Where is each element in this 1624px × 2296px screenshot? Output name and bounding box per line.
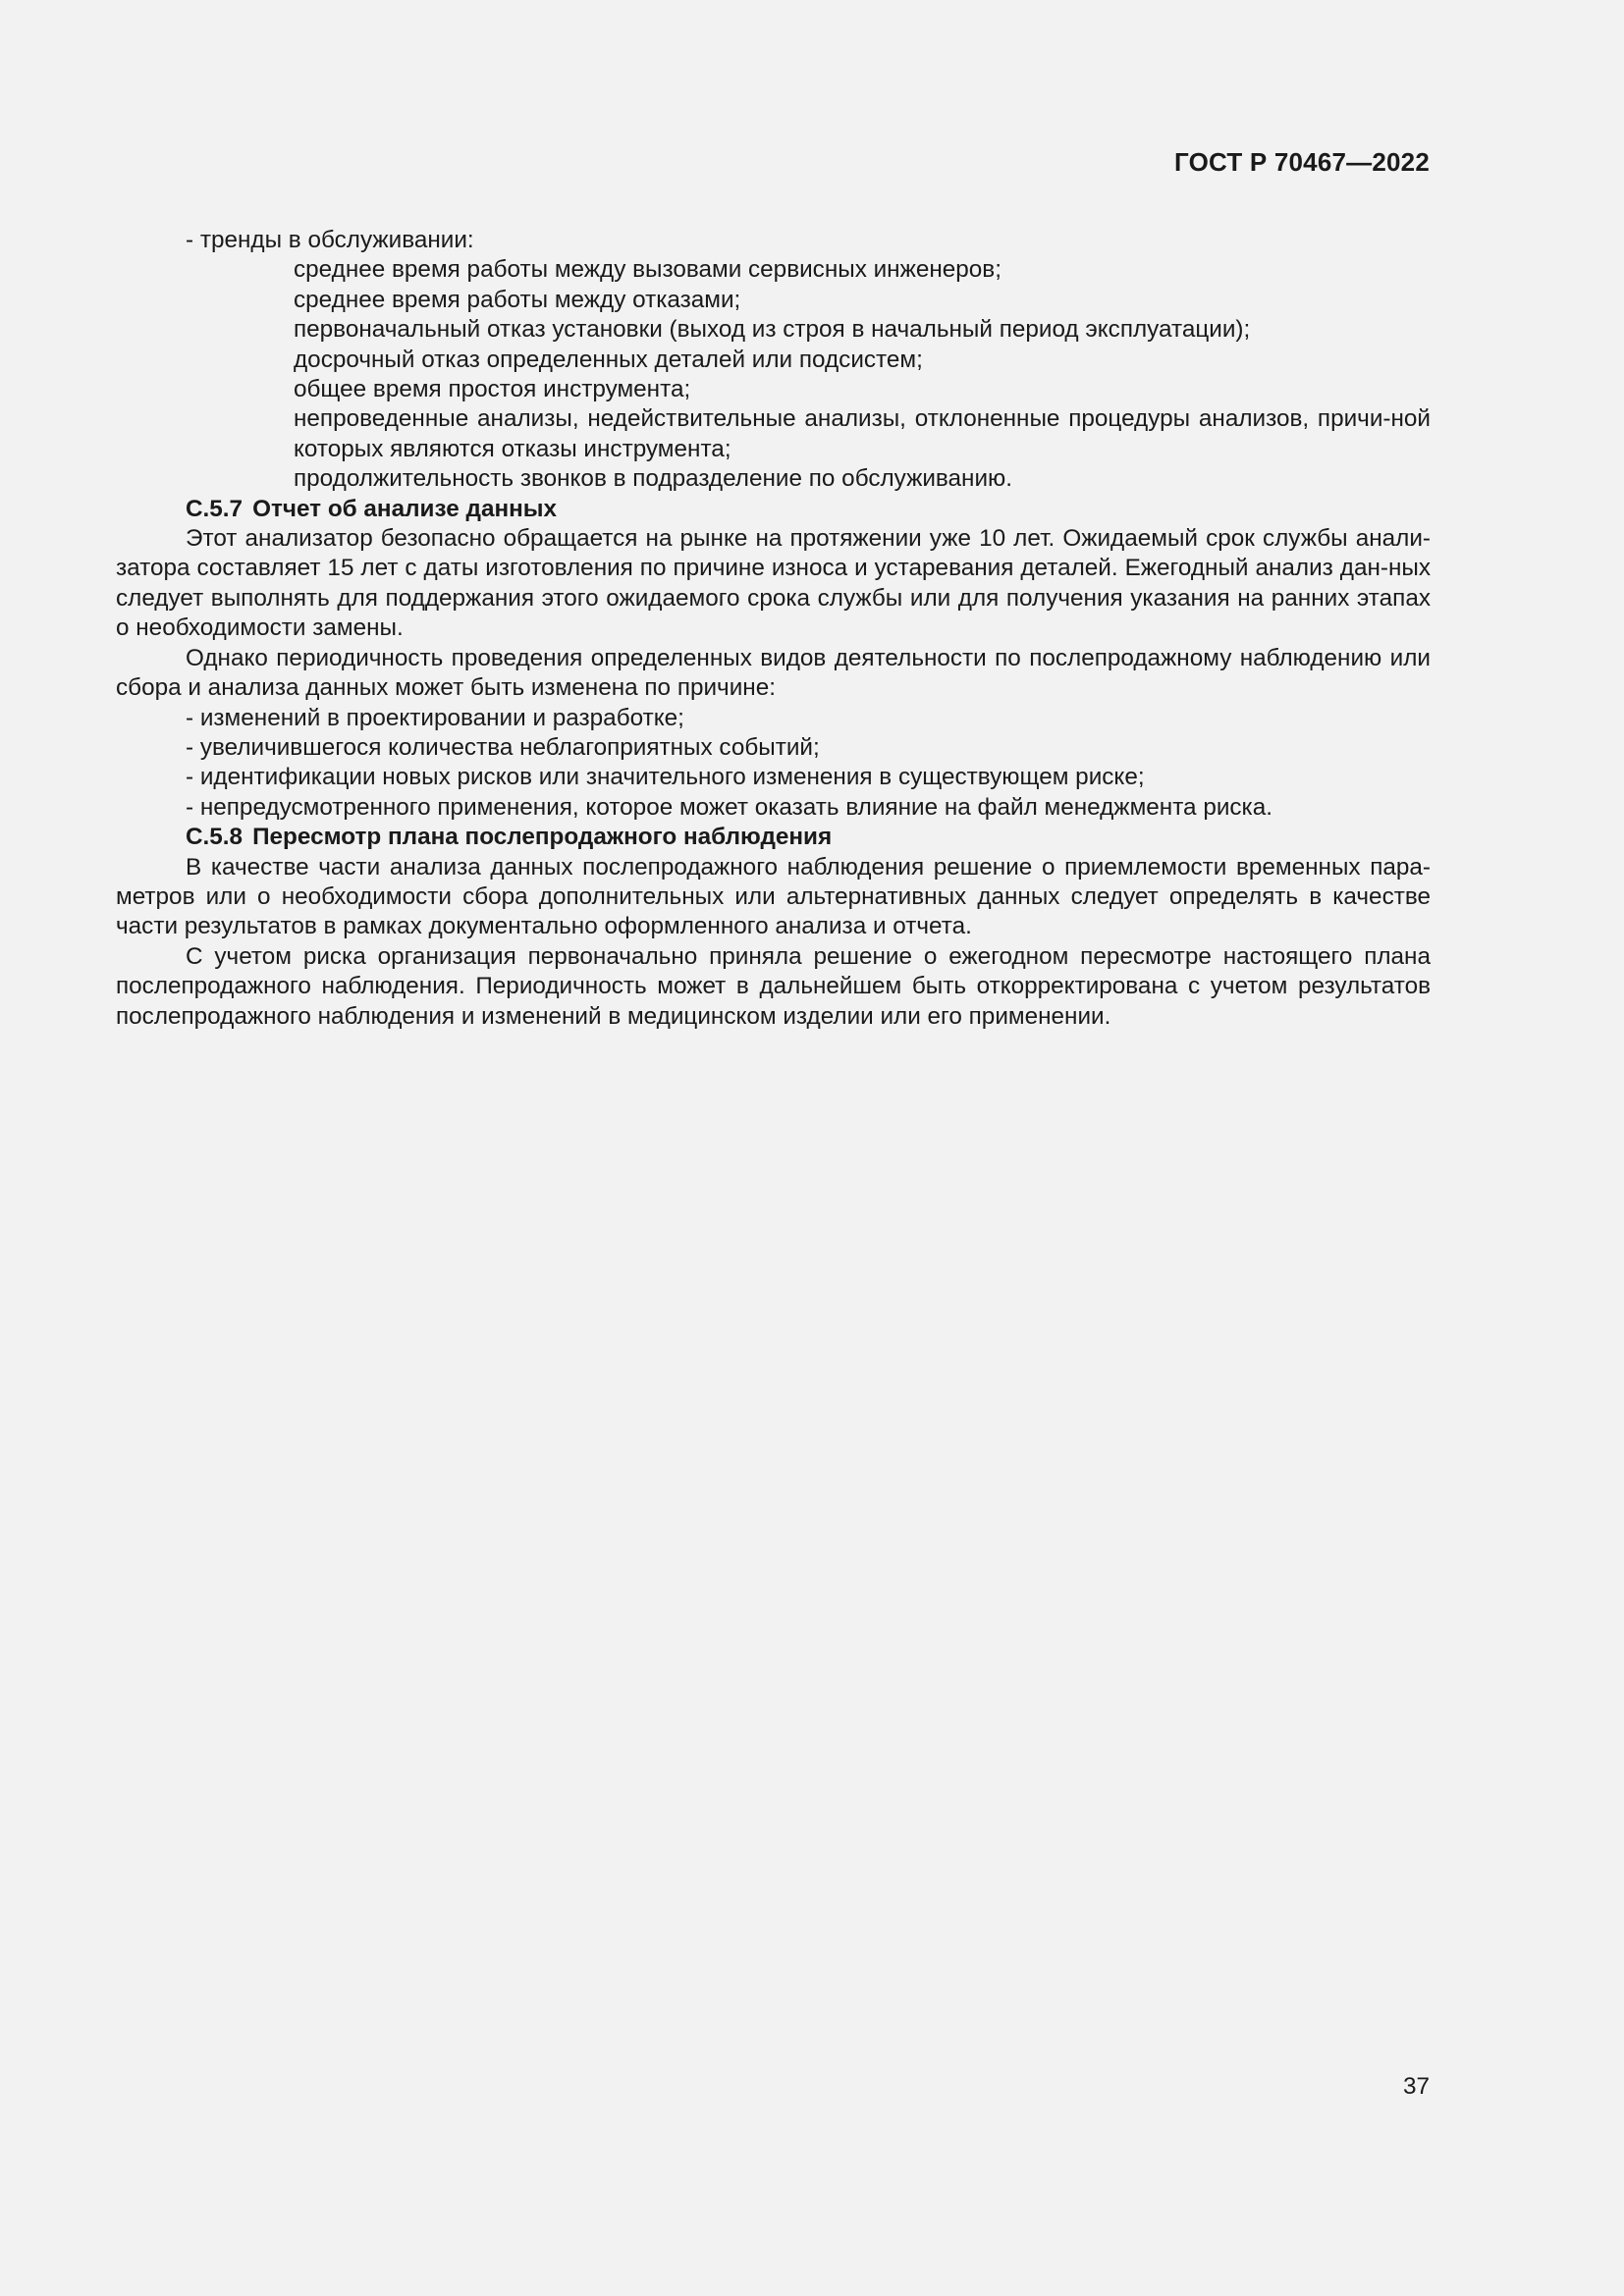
section-title: Пересмотр плана послепродажного наблюдения	[252, 824, 833, 851]
list-item: - увеличившегося количества неблагоприятных событий;	[186, 733, 820, 761]
trends-intro: - тренды в обслуживании:	[186, 227, 474, 253]
section-heading-c58	[116, 823, 1431, 852]
trend-item: среднее время работы между вызовами сервисных инженеров;	[294, 256, 1001, 284]
section-heading-c57	[116, 495, 1431, 524]
page-number: 37	[1402, 2073, 1430, 2100]
document-header-code: ГОСТ Р 70467—2022	[1174, 147, 1430, 177]
section-title: Отчет об анализе данных	[252, 495, 558, 522]
paragraph: Этот анализатор безопасно обращается на рынке на протяжении уже 10 лет. Ожидаемый срок службы анали-затора составляет 15 лет с даты изготовления по причине износа и устаревания деталей. Ежегодный анализ дан-ных следует выполнять для поддержания этого ожидаемого срока службы или для получения указания на ранних этапах о необходимости замены.	[116, 525, 1431, 642]
list-item: - изменений в проектировании и разработке;	[186, 704, 684, 731]
trend-item: непроведенные анализы, недействительные анализы, отклоненные процедуры анализов, причи-ной которых являются отказы инструмента;	[294, 405, 1431, 462]
list-item: - непредусмотренного применения, которое может оказать влияние на файл менеджмента риска.	[186, 793, 1272, 821]
paragraph: С учетом риска организация первоначально приняла решение о ежегодном пересмотре настоящего плана послепродажного наблюдения. Периодичность может в дальнейшем быть откорректирована с учетом результатов послепродажного наблюдения и изменений в медицинском изделии или его применении.	[116, 942, 1431, 1030]
paragraph: В качестве части анализа данных послепродажного наблюдения решение о приемлемости временных пара-метров или о необходимости сбора дополнительных или альтернативных данных следует определять в качестве части результатов в рамках документально оформленного анализа и отчета.	[116, 853, 1431, 940]
trend-item: продолжительность звонков в подразделение по обслуживанию.	[294, 465, 1013, 493]
page-body	[116, 226, 1431, 1032]
section-number: C.5.7	[186, 495, 244, 522]
list-item: - идентификации новых рисков или значительного изменения в существующем риске;	[186, 764, 1145, 791]
trend-item: среднее время работы между отказами;	[294, 286, 741, 313]
paragraph: Однако периодичность проведения определенных видов деятельности по послепродажному наблюдению или сбора и анализа данных может быть изменена по причине:	[116, 644, 1431, 702]
trend-item: первоначальный отказ установки (выход из строя в начальный период эксплуатации);	[294, 316, 1251, 344]
section-number: C.5.8	[186, 824, 244, 851]
trend-item: досрочный отказ определенных деталей или подсистем;	[294, 346, 923, 373]
trend-item: общее время простоя инструмента;	[294, 376, 691, 403]
